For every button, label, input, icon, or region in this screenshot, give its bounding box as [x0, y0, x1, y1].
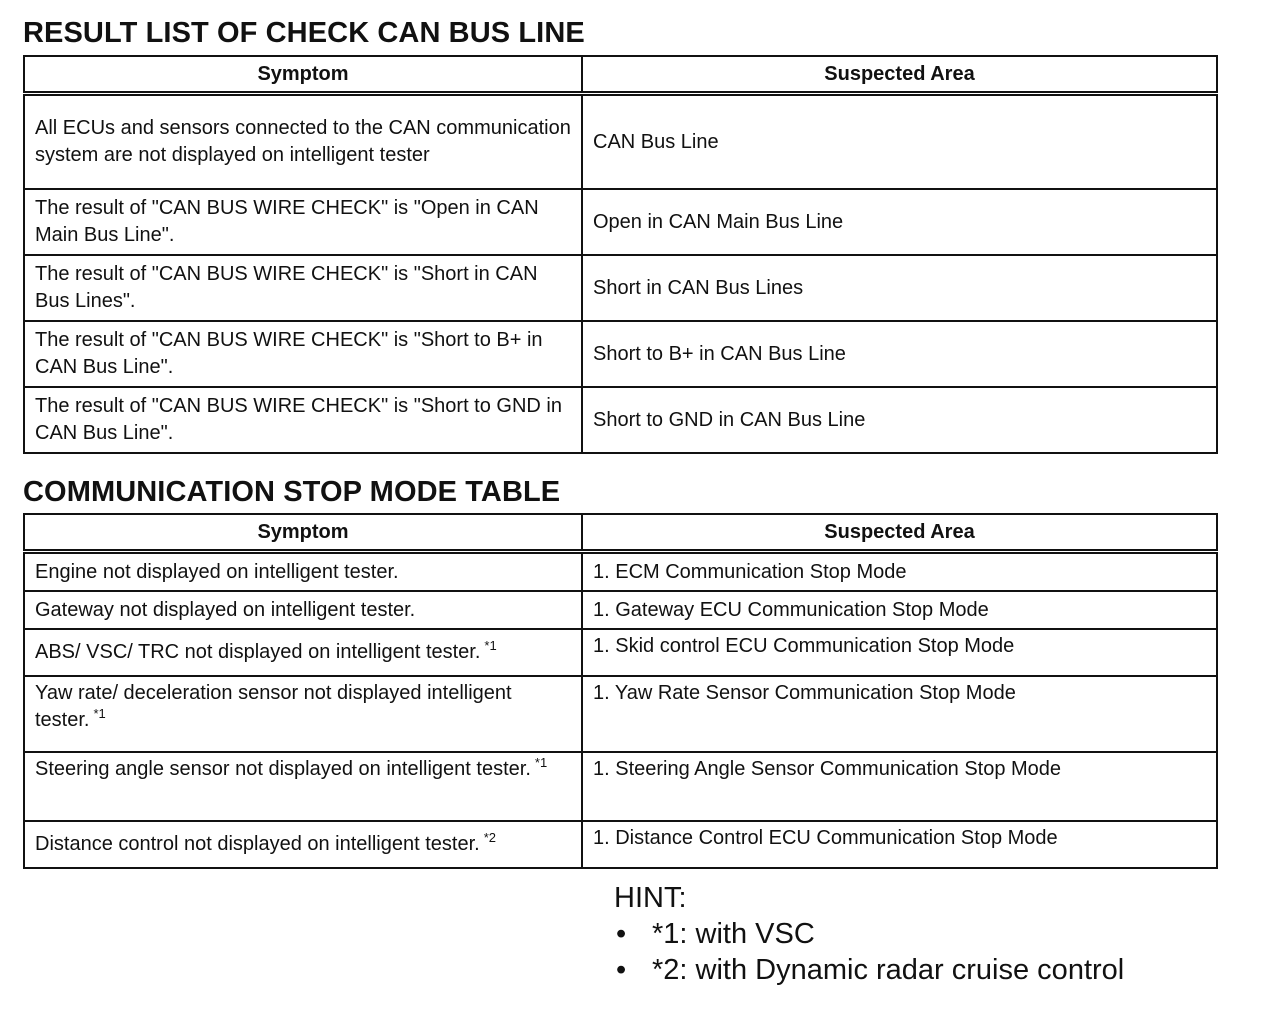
stop-mode-title: COMMUNICATION STOP MODE TABLE [23, 476, 561, 508]
bullet-icon: • [616, 918, 627, 950]
symptom-cell [24, 821, 582, 868]
table-row [24, 629, 1217, 676]
table-row [24, 552, 1217, 592]
table-row [24, 94, 1217, 190]
symptom-cell: The result of "CAN BUS WIRE CHECK" is "Open in CAN Main Bus Line". [24, 189, 582, 255]
can-bus-result-table [23, 55, 1218, 454]
symptom-cell: The result of "CAN BUS WIRE CHECK" is "Short in CAN Bus Lines". [24, 255, 582, 321]
suspected-area-cell: CAN Bus Line [582, 94, 1217, 190]
symptom-cell: The result of "CAN BUS WIRE CHECK" is "Short to B+ in CAN Bus Line". [24, 321, 582, 387]
result-list-title: RESULT LIST OF CHECK CAN BUS LINE [23, 17, 585, 49]
hint-text: *1: with VSC [652, 918, 815, 950]
symptom-cell [24, 752, 582, 821]
communication-stop-mode-table [23, 513, 1218, 869]
table-row [24, 752, 1217, 821]
hint-title: HINT: [614, 882, 687, 914]
hint-text: *2: with Dynamic radar cruise control [652, 954, 1125, 986]
symptom-cell [24, 676, 582, 752]
footnote-marker: *1 [484, 638, 497, 654]
suspected-area-header: Suspected Area [582, 514, 1217, 552]
suspected-area-cell: 1. ECM Communication Stop Mode [582, 552, 1217, 592]
table-row [24, 821, 1217, 868]
symptom-text: Yaw rate/ deceleration sensor not displayed intelligent tester. [35, 682, 512, 731]
table-row [24, 591, 1217, 629]
suspected-area-cell: Short to GND in CAN Bus Line [582, 387, 1217, 453]
table-header-row [24, 56, 1217, 94]
suspected-area-cell: Short to B+ in CAN Bus Line [582, 321, 1217, 387]
suspected-area-cell: Short in CAN Bus Lines [582, 255, 1217, 321]
hint-list [614, 916, 1124, 988]
suspected-area-cell: Open in CAN Main Bus Line [582, 189, 1217, 255]
suspected-area-header: Suspected Area [582, 56, 1217, 94]
suspected-area-cell: 1. Distance Control ECU Communication Stop Mode [582, 821, 1217, 868]
suspected-area-cell: 1. Steering Angle Sensor Communication Stop Mode [582, 752, 1217, 821]
symptom-cell: All ECUs and sensors connected to the CAN communication system are not displayed on intelligent tester [24, 94, 582, 190]
footnote-marker: *1 [93, 706, 106, 722]
table-row [24, 676, 1217, 752]
table-row [24, 255, 1217, 321]
footnote-marker: *1 [534, 755, 548, 771]
list-item [614, 952, 1124, 988]
table-row [24, 321, 1217, 387]
symptom-header: Symptom [24, 56, 582, 94]
symptom-cell [24, 591, 582, 629]
suspected-area-cell: 1. Gateway ECU Communication Stop Mode [582, 591, 1217, 629]
symptom-cell [24, 552, 582, 592]
table-row [24, 189, 1217, 255]
symptom-text: Steering angle sensor not displayed on intelligent tester. [35, 758, 531, 780]
symptom-text: Engine not displayed on intelligent tester. [35, 560, 399, 583]
symptom-text: Distance control not displayed on intelligent tester. [35, 833, 480, 855]
bullet-icon: • [616, 954, 627, 986]
suspected-area-cell: 1. Yaw Rate Sensor Communication Stop Mode [582, 676, 1217, 752]
table-header-row [24, 514, 1217, 552]
hint-block [614, 880, 1124, 988]
suspected-area-cell: 1. Skid control ECU Communication Stop Mode [582, 629, 1217, 676]
table-row [24, 387, 1217, 453]
symptom-header: Symptom [24, 514, 582, 552]
symptom-cell [24, 629, 582, 676]
symptom-cell: The result of "CAN BUS WIRE CHECK" is "Short to GND in CAN Bus Line". [24, 387, 582, 453]
symptom-text: ABS/ VSC/ TRC not displayed on intelligent tester. [35, 641, 481, 663]
symptom-text: Gateway not displayed on intelligent tester. [35, 598, 416, 621]
list-item [614, 916, 1124, 952]
footnote-marker: *2 [483, 830, 497, 846]
